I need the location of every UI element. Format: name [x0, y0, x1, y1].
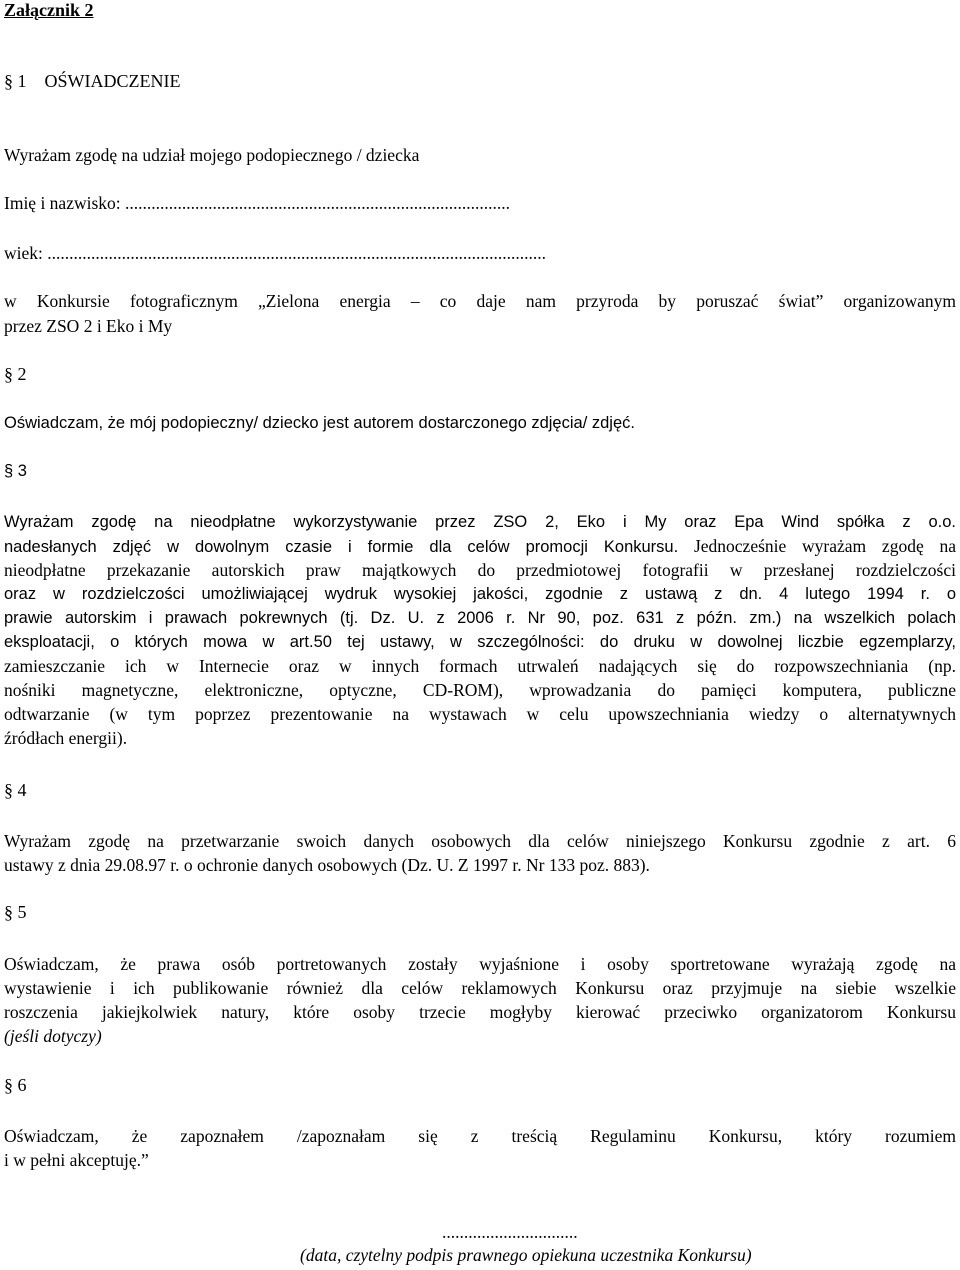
section-1-marker: § 1 [4, 71, 27, 91]
section-3-marker: § 3 [4, 462, 27, 480]
section-3-line-8: nośniki magnetyczne, elektroniczne, optyczne, CD-ROM), wprowadzania do pamięci komputera, publiczne [4, 680, 956, 700]
section-3-line-6: eksploatacji, o których mowa w art.50 tej ustawy, w szczególności: do druku w dowolnej liczbie egzemplarzy, [4, 633, 956, 651]
section-5-line-3: roszczenia jakiejkolwiek natury, które osoby trzecie mogłyby kierować przeciwko organizatorom Konkursu [4, 1002, 956, 1022]
section-3-line-5: prawie autorskim i prawach pokrewnych (tj. Dz. U. z 2006 r. Nr 90, poz. 631 z późn. zm.) na wszelkich polach [4, 609, 956, 627]
contest-line-2: przez ZSO 2 i Eko i My [4, 316, 173, 336]
section-6-paragraph [4, 1124, 956, 1172]
section-3-line-7: zamieszczanie ich w Internecie oraz w innych formach utrwaleń nadających się do rozpowszechniania (np. [4, 656, 956, 676]
section-3-paragraph [4, 510, 956, 750]
section-6-line-2: i w pełni akceptuję.” [4, 1150, 149, 1170]
age-field-line: wiek: .................................................................................................................. [4, 243, 547, 263]
section-3-line-4: oraz w rozdzielczości umożliwiającej wydruk wysokiej jakości, zgodnie z ustawą z dn. 4 lutego 1994 r. o [4, 585, 956, 603]
statement-heading: OŚWIADCZENIE [44, 71, 181, 91]
section-5-marker: § 5 [4, 902, 27, 922]
consent-line: Wyrażam zgodę na udział mojego podopiecznego / dziecka [4, 145, 420, 165]
section-2-marker: § 2 [4, 364, 27, 384]
section-3-line-2b: Jednocześnie wyrażam zgodę na [693, 536, 956, 556]
section-5-line-2: wystawienie i ich publikowanie również dla celów reklamowych Konkursu oraz przyjmuje na siebie wszelkie [4, 978, 956, 998]
section-1-header [4, 71, 180, 92]
section-3-line-1: Wyrażam zgodę na nieodpłatne wykorzystywanie przez ZSO 2, Eko i My oraz Epa Wind spółka z o.o. [4, 513, 956, 531]
section-5-line-4: (jeśli dotyczy) [4, 1026, 102, 1046]
section-4-paragraph [4, 829, 956, 877]
section-4-line-2: ustawy z dnia 29.08.97 r. o ochronie danych osobowych (Dz. U. Z 1997 r. Nr 133 poz. 883). [4, 855, 650, 875]
section-3-line-3: nieodpłatne przekazanie autorskich praw majątkowych do przedmiotowej fotografii w przesłanej rozdzielczości [4, 560, 956, 580]
section-3-line-9: odtwarzanie (w tym poprzez prezentowanie na wystawach w celu upowszechniania wiedzy o alternatywnych [4, 704, 956, 724]
section-6-marker: § 6 [4, 1075, 27, 1095]
section-3-line-2a: nadesłanych zdjęć w dowolnym czasie i formie dla celów promocji Konkursu. [4, 538, 679, 556]
section-6-line-1: Oświadczam, że zapoznałem /zapoznałam się z treścią Regulaminu Konkursu, który rozumiem [4, 1126, 956, 1146]
section-4-line-1: Wyrażam zgodę na przetwarzanie swoich danych osobowych dla celów niniejszego Konkursu zgodnie z art. 6 [4, 831, 956, 851]
name-field-line: Imię i nazwisko: ........................................................................................ [4, 193, 511, 213]
section-3-line-10: źródłach energii). [4, 728, 128, 748]
annex-title: Załącznik 2 [4, 0, 94, 20]
section-5-paragraph [4, 952, 956, 1048]
signature-caption: (data, czytelny podpis prawnego opiekuna uczestnika Konkursu) [300, 1245, 752, 1265]
contest-line-1: w Konkursie fotograficznym „Zielona energia – co daje nam przyroda by poruszać świat” organizowanym [4, 291, 956, 311]
section-5-line-1: Oświadczam, że prawa osób portretowanych zostały wyjaśnione i osoby sportretowane wyrażają zgodę na [4, 954, 956, 974]
signature-dots: ............................... [442, 1222, 578, 1242]
section-2-text: Oświadczam, że mój podopieczny/ dziecko jest autorem dostarczonego zdjęcia/ zdjęć. [4, 414, 635, 432]
section-3-line-2 [4, 534, 956, 558]
section-4-marker: § 4 [4, 780, 27, 800]
